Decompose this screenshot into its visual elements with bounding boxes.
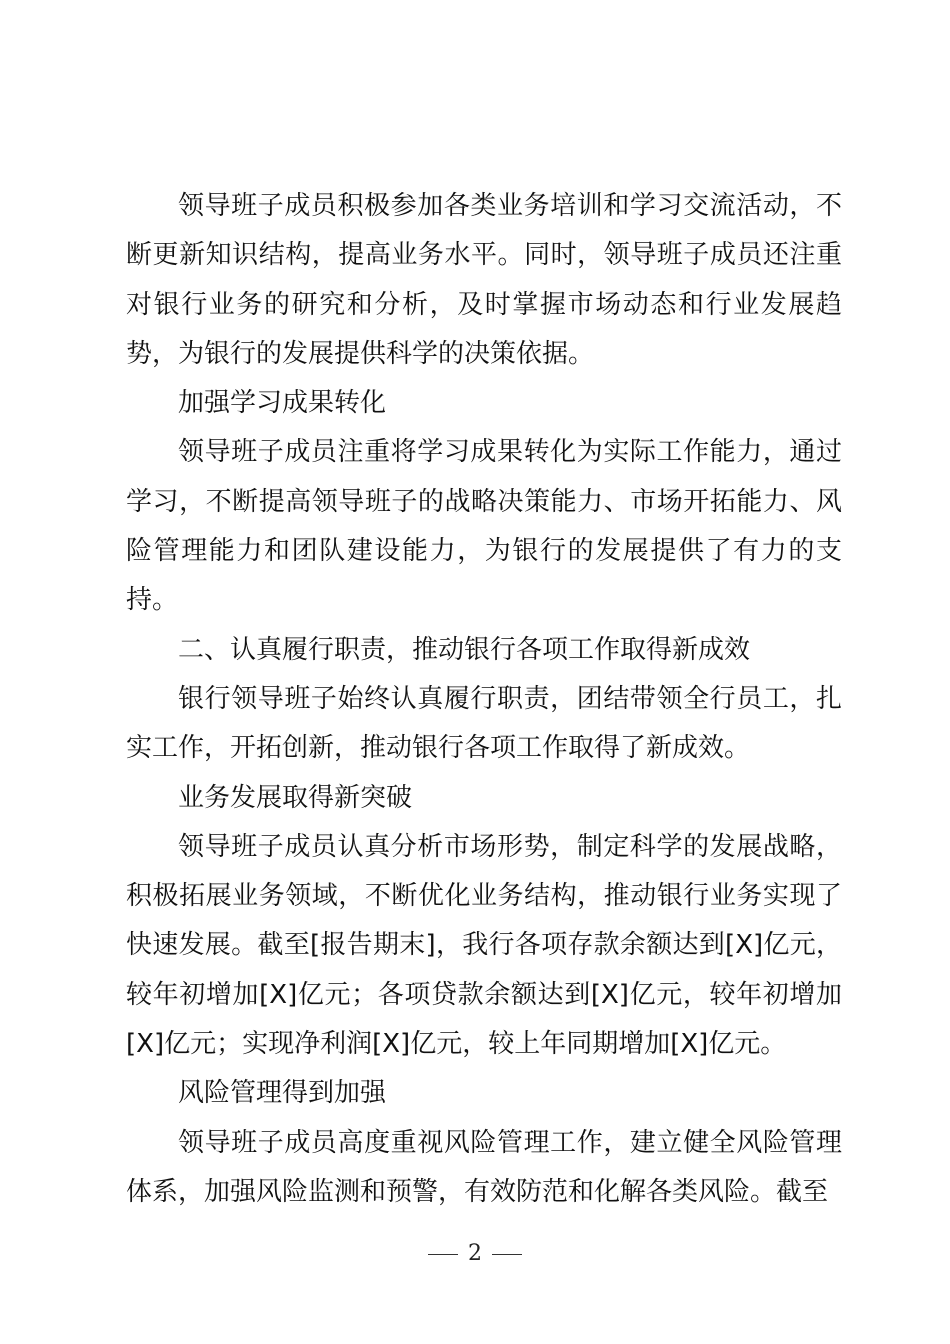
paragraph: 领导班子成员注重将学习成果转化为实际工作能力，通过学习，不断提高领导班子的战略决策能力、市场开拓能力、风险管理能力和团队建设能力，为银行的发展提供了有力的支持。 <box>126 437 842 616</box>
section-heading: 风险管理得到加强 <box>178 1078 387 1109</box>
section-heading: 业务发展取得新突破 <box>178 782 413 813</box>
document-body <box>126 182 842 1217</box>
section-heading: 加强学习成果转化 <box>178 388 387 419</box>
paragraph: 领导班子成员认真分析市场形势，制定科学的发展战略，积极拓展业务领域，不断优化业务结构，推动银行业务实现了快速发展。截至[报告期末]，我行各项存款余额达到[X]亿元，较年初增加[X]亿元；各项贷款余额达到[X]亿元，较年初增加[X]亿元；实现净利润[X]亿元，较上年同期增加[X]亿元。 <box>126 831 842 1060</box>
paragraph: 银行领导班子始终认真履行职责，团结带领全行员工，扎实工作，开拓创新，推动银行各项工作取得了新成效。 <box>126 683 842 764</box>
paragraph: 领导班子成员高度重视风险管理工作，建立健全风险管理体系，加强风险监测和预警，有效防范和化解各类风险。截至 <box>126 1127 842 1207</box>
page-number: 2 <box>468 1241 482 1266</box>
footer-dash-left <box>428 1254 458 1255</box>
section-heading: 二、认真履行职责，推动银行各项工作取得新成效 <box>178 634 751 665</box>
page-footer <box>0 1236 950 1272</box>
paragraph: 领导班子成员积极参加各类业务培训和学习交流活动，不断更新知识结构，提高业务水平。同时，领导班子成员还注重对银行业务的研究和分析，及时掌握市场动态和行业发展趋势，为银行的发展提供科学的决策依据。 <box>126 191 842 369</box>
footer-dash-right <box>492 1254 522 1255</box>
